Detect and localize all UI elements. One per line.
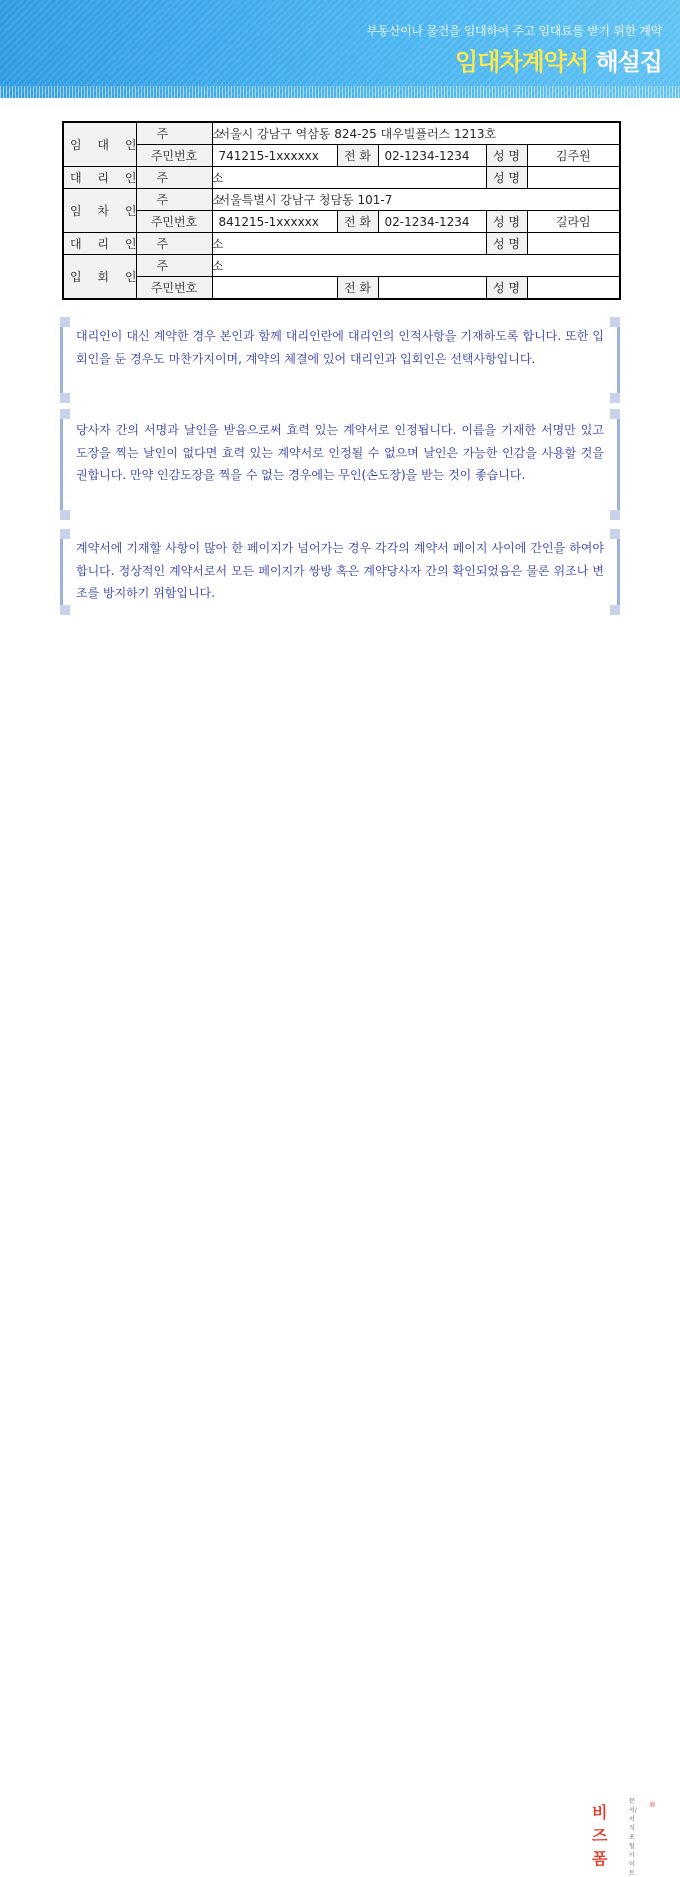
landlord-address-label: 주 소 (136, 122, 212, 145)
tenant-agent-address-field[interactable] (212, 233, 486, 255)
witness-id-label: 주민번호 (136, 277, 212, 300)
parties-table (62, 121, 621, 300)
registered-mark-icon: ® (649, 1801, 656, 1809)
landlord-address-row (63, 122, 620, 145)
witness-address-label: 주 소 (136, 255, 212, 277)
landlord-agent-name-label: 성 명 (486, 167, 527, 189)
tenant-address-field[interactable]: 서울특별시 강남구 청담동 101-7 (212, 189, 620, 211)
landlord-name-field[interactable]: 김주원 (527, 145, 620, 167)
witness-name-field[interactable] (527, 277, 620, 300)
witness-phone-field[interactable] (378, 277, 486, 300)
header-title (455, 42, 662, 77)
note-box-agent (60, 317, 620, 403)
tenant-name-field[interactable]: 길라임 (527, 211, 620, 233)
tenant-phone-label: 전 화 (337, 211, 378, 233)
landlord-agent-row (63, 167, 620, 189)
witness-id-field[interactable] (212, 277, 337, 300)
bracket-line (617, 327, 620, 393)
bracket-corner (60, 409, 70, 419)
landlord-name-label: 성 명 (486, 145, 527, 167)
landlord-phone-field[interactable]: 02-1234-1234 (378, 145, 486, 167)
bizform-logo[interactable] (295, 897, 656, 1877)
tenant-id-label: 주민번호 (136, 211, 212, 233)
header-subtitle: 부동산이나 물건을 임대하여 주고 임대료를 받기 위한 계약 (366, 24, 662, 38)
tenant-detail-row (63, 211, 620, 233)
bracket-corner (60, 317, 70, 327)
tenant-agent-address-label: 주 소 (136, 233, 212, 255)
tenant-phone-field[interactable]: 02-1234-1234 (378, 211, 486, 233)
header-divider (0, 86, 680, 98)
witness-address-row (63, 255, 620, 277)
landlord-address-field[interactable]: 서울시 강남구 역삼동 824-25 대우빌플러스 1213호 (212, 122, 620, 145)
bracket-corner (60, 605, 70, 615)
tenant-address-label: 주 소 (136, 189, 212, 211)
header-title-main: 임대차계약서 (454, 48, 589, 76)
tenant-agent-name-label: 성 명 (486, 233, 527, 255)
bracket-corner (610, 529, 620, 539)
bracket-line (617, 419, 620, 510)
note-text: 대리인이 대신 계약한 경우 본인과 함께 대리인란에 대리인의 인적사항을 기재하도록 합니다. 또한 입회인을 둔 경우도 마찬가지이며, 계약의 체결에 있어 대리인과 입회인은 선택사항입니다. (76, 329, 604, 366)
bracket-line (60, 419, 63, 510)
tenant-agent-name-field[interactable] (527, 233, 620, 255)
note-text: 당사자 간의 서명과 날인을 받음으로써 효력 있는 계약서로 인정됩니다. 이름을 기재한 서명만 있고 도장을 찍는 날인이 없다면 효력 있는 계약서로 인정될 수 없으며 날인은 가능한 인감을 사용할 것을 권합니다. 만약 인감도장을 찍을 수 없는 경우에는 무인(손도장)을 받는 것이 좋습니다. (76, 423, 604, 482)
tenant-address-row (63, 189, 620, 211)
landlord-detail-row (63, 145, 620, 167)
bracket-corner (610, 393, 620, 403)
tenant-name-label: 성 명 (486, 211, 527, 233)
tenant-agent-row (63, 233, 620, 255)
bracket-corner (60, 393, 70, 403)
landlord-agent-name-field[interactable] (527, 167, 620, 189)
bracket-line (60, 539, 63, 605)
tenant-role-label: 임 차 인 (63, 189, 136, 233)
bracket-corner (610, 510, 620, 520)
tenant-agent-role-label: 대 리 인 (63, 233, 136, 255)
note-text: 계약서에 기재할 사항이 많아 한 페이지가 넘어가는 경우 각각의 계약서 페이지 사이에 간인을 하여야 합니다. 정상적인 계약서로서 모든 페이지가 쌍방 혹은 계약당사자 간의 확인되었음은 물론 위조나 변조를 방지하기 위함입니다. (76, 541, 604, 600)
witness-name-label: 성 명 (486, 277, 527, 300)
landlord-role-label: 임 대 인 (63, 122, 136, 167)
bracket-line (617, 539, 620, 605)
bracket-corner (610, 605, 620, 615)
witness-phone-label: 전 화 (337, 277, 378, 300)
note-box-page-seal (60, 529, 620, 615)
bracket-corner (60, 529, 70, 539)
landlord-id-label: 주민번호 (136, 145, 212, 167)
bracket-corner (610, 317, 620, 327)
bracket-corner (60, 510, 70, 520)
bracket-corner (610, 409, 620, 419)
landlord-agent-address-label: 주 소 (136, 167, 212, 189)
landlord-agent-role-label: 대 리 인 (63, 167, 136, 189)
note-box-signature (60, 409, 620, 520)
logo-brand: 비즈폼 (592, 1803, 607, 1868)
landlord-phone-label: 전 화 (337, 145, 378, 167)
header-title-suffix: 해설집 (595, 48, 662, 76)
witness-address-field[interactable] (212, 255, 620, 277)
landlord-id-field[interactable]: 741215-1xxxxxx (212, 145, 337, 167)
tenant-id-field[interactable]: 841215-1xxxxxx (212, 211, 337, 233)
landlord-agent-address-field[interactable] (212, 167, 486, 189)
bracket-line (60, 327, 63, 393)
witness-role-label: 입 회 인 (63, 255, 136, 300)
witness-detail-row (63, 277, 620, 300)
logo-tagline: 문서/서식 포털사이트 (629, 1798, 637, 1877)
header-banner (0, 0, 680, 98)
